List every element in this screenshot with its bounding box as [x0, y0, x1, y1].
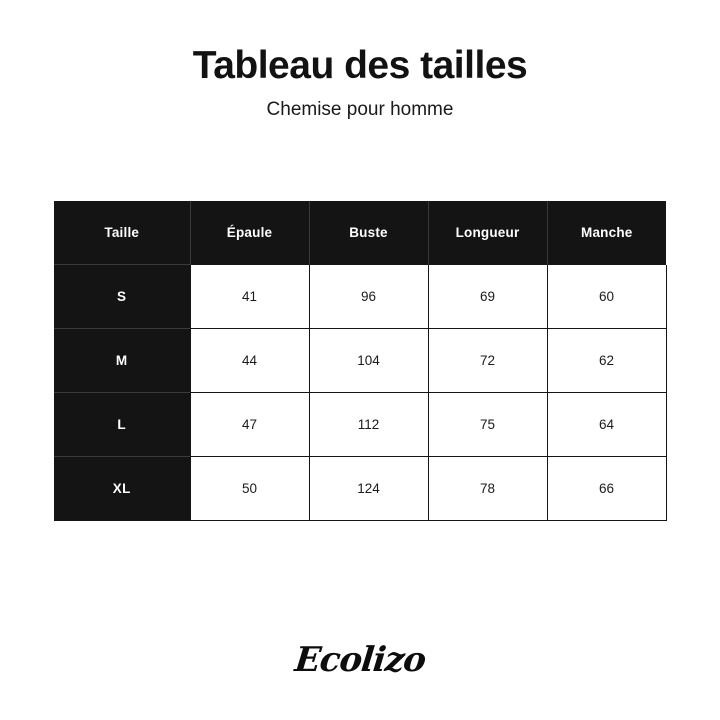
cell-buste: 104 — [309, 329, 428, 393]
column-header-manche: Manche — [547, 201, 666, 265]
row-size-label: S — [54, 265, 190, 329]
row-size-label: M — [54, 329, 190, 393]
cell-buste: 124 — [309, 457, 428, 521]
brand-footer — [0, 640, 720, 680]
table-header-row — [54, 201, 666, 265]
row-size-label: XL — [54, 457, 190, 521]
table-row — [54, 393, 666, 457]
page-title: Tableau des tailles — [192, 44, 528, 87]
table-body — [54, 265, 666, 521]
column-header-taille: Taille — [54, 201, 190, 265]
size-table-container — [54, 201, 666, 521]
page-header — [0, 0, 720, 122]
brand-logo-text: Ecolizo — [292, 640, 428, 680]
column-header-epaule: Épaule — [190, 201, 309, 265]
table-header-row-group — [54, 201, 666, 265]
cell-longueur: 75 — [428, 393, 547, 457]
cell-manche: 64 — [547, 393, 666, 457]
table-row — [54, 265, 666, 329]
size-table — [54, 201, 667, 521]
cell-epaule: 47 — [190, 393, 309, 457]
cell-manche: 62 — [547, 329, 666, 393]
cell-buste: 96 — [309, 265, 428, 329]
cell-epaule: 44 — [190, 329, 309, 393]
cell-longueur: 72 — [428, 329, 547, 393]
page-subtitle: Chemise pour homme — [266, 98, 454, 120]
cell-buste: 112 — [309, 393, 428, 457]
table-row — [54, 329, 666, 393]
column-header-buste: Buste — [309, 201, 428, 265]
cell-longueur: 78 — [428, 457, 547, 521]
cell-manche: 60 — [547, 265, 666, 329]
cell-manche: 66 — [547, 457, 666, 521]
cell-epaule: 41 — [190, 265, 309, 329]
column-header-longueur: Longueur — [428, 201, 547, 265]
cell-longueur: 69 — [428, 265, 547, 329]
row-size-label: L — [54, 393, 190, 457]
cell-epaule: 50 — [190, 457, 309, 521]
table-row — [54, 457, 666, 521]
